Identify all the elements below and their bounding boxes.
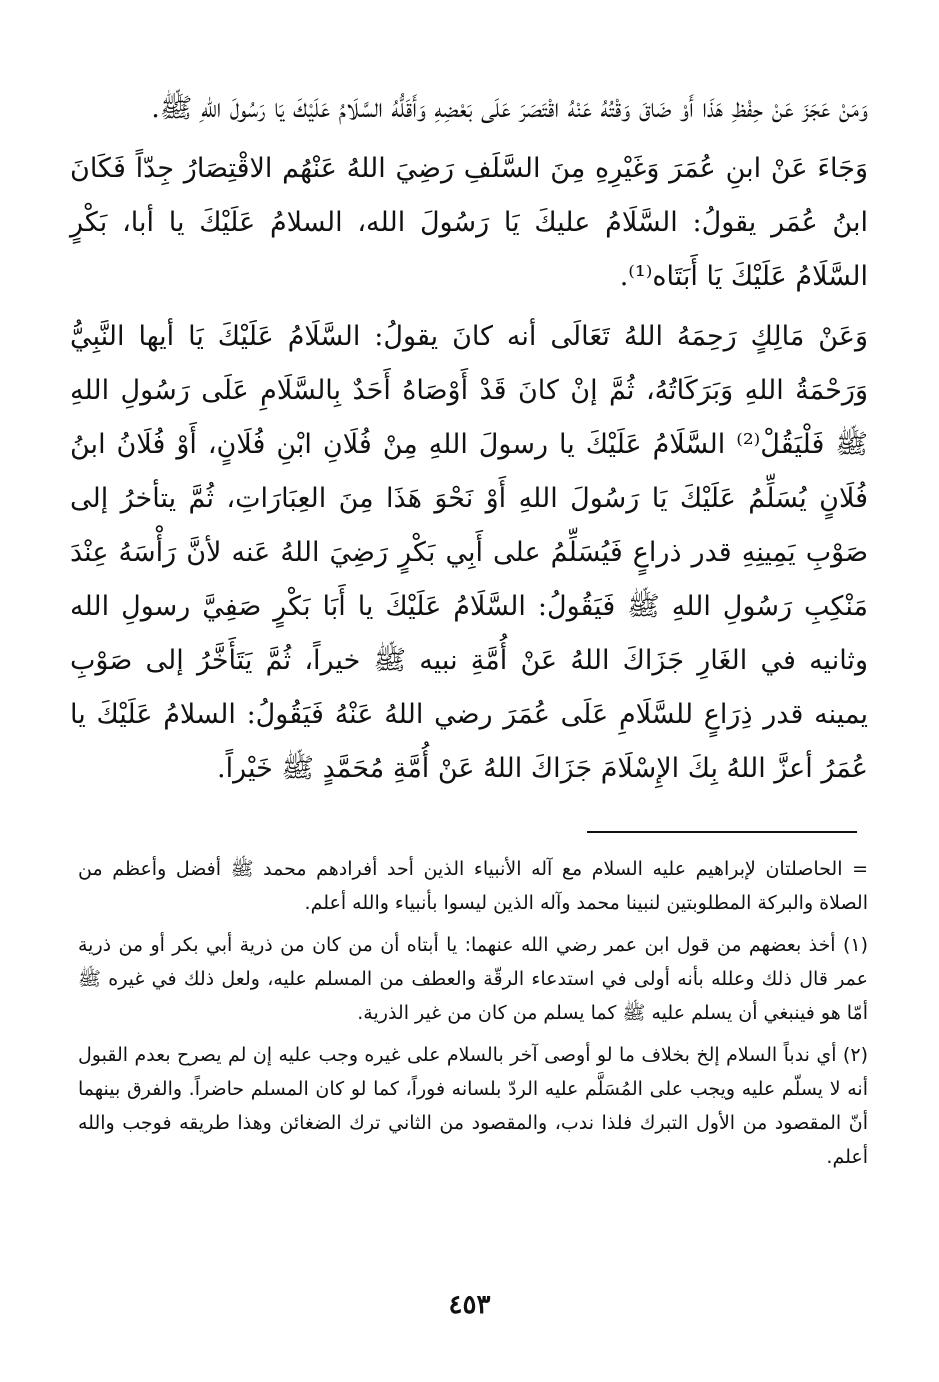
page-number: ٤٥٣	[448, 1290, 491, 1320]
paragraph: وَجَاءَ عَنْ ابنِ عُمَرَ وَغَيْرِهِ مِنَ السَّلَفِ رَضِيَ اللهُ عَنْهُم الاقْتِصَارُ جِدّاً فَكَانَ ابنُ عُمَر يقولُ: السَّلَامُ عليكَ يَا رَسُولَ الله، السلامُ عَلَيْكَ يا أبا، بَكْرٍ السَّلَامُ عَلَيْكَ يَا أَبَتَاه⁽¹⁾.	[70, 153, 868, 292]
paragraph: وَعَنْ مَالِكٍ رَحِمَهُ اللهُ تَعَالَى أنه كانَ يقولُ: السَّلَامُ عَلَيْكَ يَا أيها النَّبِيُّ وَرَحْمَةُ اللهِ وَبَرَكَاتُهُ، ثُمَّ إنْ كانَ قَدْ أَوْصَاهُ أَحَدٌ بِالسَّلَامِ عَلَى رَسُولِ اللهِ ﷺ فَلْيَقُلْ⁽²⁾ السَّلَامُ عَلَيْكَ يا رسولَ اللهِ مِنْ فُلَانِ ابْنِ فُلَانٍ، أَوْ فُلَانُ ابنُ فُلَانٍ يُسَلِّمُ عَلَيْكَ يَا رَسُولَ اللهِ أَوْ نَحْوَ هَذَا مِنَ العِبَارَاتِ، ثُمَّ يتأخرُ إلى صَوْبِ يَمِينِهِ قدر ذراعٍ فَيُسَلِّمُ على أَبِي بَكْرٍ رَضِيَ اللهُ عَنه لأنَّ رَأْسَهُ عِنْدَ مَنْكِبِ رَسُولِ اللهِ ﷺ فَيَقُولُ: السَّلَامُ عَلَيْكَ يا أَبَا بَكْرٍ صَفِيَّ رسولِ الله وثانيه في الغَارِ جَزَاكَ اللهُ عَنْ أُمَّةِ نبيه ﷺ خيراً، ثُمَّ يَتَأَخَّرُ إلى صَوْبِ يمينه قدر ذِرَاعٍ للسَّلَامِ عَلَى عُمَرَ رضي اللهُ عَنْهُ فَيَقُولُ: السلامُ عَلَيْكَ يا عُمَرُ أعزَّ اللهُ بِكَ الإِسْلَامَ جَزَاكَ اللهُ عَنْ أُمَّةِ مُحَمَّدٍ ﷺ خَيْراً.	[70, 321, 868, 784]
footnote: (٢) أي ندباً السلام إلخ بخلاف ما لو أوصى آخر بالسلام على غيره وجب عليه إن لم يصرح بعدم القبول أنه لا يسلّم عليه ويجب على المُسَلَّم عليه الردّ بلسانه فوراً، كما لو كان المسلم حاضراً. والفرق بينهما أنّ المقصود من الأول التبرك فلذا ندب، والمقصود من الثاني ترك الضغائن وهذا طريقه فوجب والله أعلم.	[78, 1044, 868, 1168]
footnote: (١) أخذ بعضهم من قول ابن عمر رضي الله عنهما: يا أبتاه أن من كان من ذرية أبي بكر أو من ذرية عمر قال ذلك وعلله بأنه أولى في استدعاء الرقّة والعطف من المسلم عليه، ولعل ذلك في غيره ﷺ أمّا هو فينبغي أن يسلم عليه ﷺ كما يسلم من كان من غير الذرية.	[78, 934, 868, 1024]
footnote: = الحاصلتان لإبراهيم عليه السلام مع آله الأنبياء الذين أحد أفرادهم محمد ﷺ أفضل وأعظم من الصلاة والبركة المطلوبتين لنبينا محمد وآله الذين ليسوا بأنبياء والله أعلم.	[78, 858, 868, 914]
paragraph: وَمَنْ عَجَزَ عَنْ حِفْظِ هَذَا أَوْ ضَاقَ وَقْتُهُ عَنْهُ اقْتَصَرَ عَلَى بَعْضِهِ وَأَقَلُّهُ السَّلَامُ عَلَيْكَ يَا رَسُولَ اللهِ ﷺ.	[151, 93, 868, 124]
footnotes	[78, 852, 868, 1182]
footnote-separator	[587, 831, 857, 833]
main-text	[70, 82, 868, 802]
